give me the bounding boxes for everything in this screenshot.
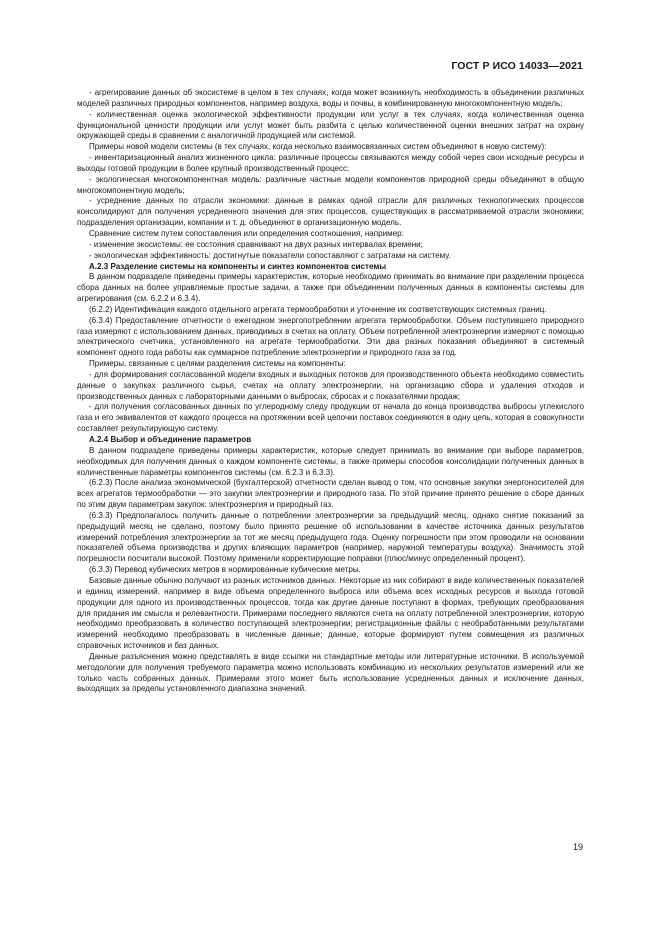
paragraph: - для формирования согласованной модели входных и выходных потоков для производственного объекта необходимо совместить данные о закупках различного сырья, счетах на оплату электроэнергии, на организацию сбора и удаления отходов и производственных данных с лабораторными данными о выбросах, сбросах и с показателями продаж; <box>77 369 584 401</box>
paragraph: - усреднение данных по отрасли экономики: данные в рамках одной отрасли для различных технологических процессов консолидируют для получения усредненного значения для этих процессов, существующих в рассматриваемой отрасли экономики; подразделения организации, компании и т. д. объединяют в организационную модель. <box>77 196 584 228</box>
paragraph: (6.2.3) После анализа экономической (бухгалтерской) отчетности сделан вывод о том, что основные закупки энергоносителей для всех агрегатов термообработки — это закупки электроэнергии и природного газа. По этой причине принято решение о сборе данных по этим двум параметрам закупок: электроэнергия и природный газ. <box>77 478 584 510</box>
paragraph: (6.3.3) Предполагалось получить данные о потреблении электроэнергии за предыдущий месяц, однако снятие показаний за предыдущий месяц не сделано, поэтому было принято решение об использовании в качестве источника данных результатов измерений потребления электроэнергии за тот же месяц предыдущего года. Оценку погрешности при этом проводили на основании показателей объема производства и других влияющих параметров (например, наружной температуры воздуха). Значимость этой погрешности посчитали высокой. Поэтому применили корректирующие поправки (плюс/минус определенный процент). <box>77 510 584 564</box>
paragraph: - для получения согласованных данных по углеродному следу продукции от начала до конца производства выбросы углекислого газа и его эквивалентов от каждого процесса на протяжении всей цепочки поставок соединяются в одну цепь, которая в совокупности составляет результирующую систему. <box>77 402 584 434</box>
paragraph: (6.3.4) Предоставление отчетности о ежегодном энергопотреблении агрегата термообработки. Объем поступившего природного газа измеряют с использованием данных, приводимых в счетах на оплату. Объем потребленной электроэнергии измеряют с помощью электрического счетчика, установленного на агрегате термообработки. Эти два разных показания объединяют в системный компонент одного года работы как суммарное потребление электроэнергии и природного газа за год. <box>77 315 584 358</box>
paragraph: Примеры, связанные с целями разделения системы на компоненты: <box>89 359 346 369</box>
paragraph: - экологическая многокомпонентная модель: различные частные модели компонентов природной среды объединяют в общую многокомпонентную модель; <box>77 174 584 195</box>
paragraph: В данном подразделе приведены примеры характеристик, которые необходимо принимать во внимание при разделении процесса сбора данных на более управляемые простые задачи, а также при объединении полученных данных в компоненты системы для агрегирования (см. 6.2.2 и 6.3.4). <box>77 272 584 304</box>
paragraph: - инвентаризационный анализ жизненного цикла: различные процессы связываются между собой через свои исходные ресурсы и выходы готовой продукции в более крупный производственный процесс; <box>77 153 584 173</box>
paragraph: - изменение экосистемы: ее состояния сравнивают на двух разных интервалах времени; <box>89 239 423 249</box>
paragraph: - количественная оценка экологической эффективности продукции или услуг в тех случаях, когда количественная оценка функциональной ценности продукции или услуг может быть разбита с целью количественной оценки внешних затрат на охрану окружающей среды в сравнении с аналогичной продукцией или системой. <box>77 109 584 141</box>
document-body <box>77 88 584 695</box>
paragraph: Базовые данные обычно получают из разных источников данных. Некоторые из них собирают в виде количественных показателей и единиц измерений, например в виде объема определенного выброса или объема всех исходных ресурсов и выхода готовой продукции для одного из производственных процессов, тогда как другие данные поступают в формах, требующих преобразования для придания им смысла и релевантности. Примерами последнего являются счета на оплату потребленной электроэнергии, которую необходимо преобразовать в количество поступающей электроэнергии; регистрационные файлы с необработанными результатами измерений необходимо преобразовать в численные данные; данные, которые формируют путем совмещения из различных справочных источников и баз данных. <box>77 575 584 651</box>
document-header: ГОСТ Р ИСО 14033—2021 <box>451 60 583 72</box>
paragraph: - агрегирование данных об экосистеме в целом в тех случаях, когда может возникнуть необходимость в объединении различных моделей различных природных компонентов, например воздуха, воды и почвы, в комбинированную многокомпонентную модель; <box>77 88 584 108</box>
paragraph: Примеры новой модели системы (в тех случаях, когда несколько взаимосвязанных систем объединяют в новую систему): <box>89 142 547 152</box>
paragraph: (6.2.2) Идентификация каждого отдельного агрегата термообработки и уточнение их соответствующих системных границ. <box>89 304 547 314</box>
section-heading-a-2-3: А.2.3 Разделение системы на компоненты и синтез компонентов системы <box>89 261 387 271</box>
paragraph: В данном подразделе приведены примеры характеристик, которые следует принимать во внимание при выборе параметров, необходимых для получения данных о каждом компоненте системы, а также примеры способов консолидации полученных данных в количественные параметры компонентов системы (см. 6.2.3 и 6.3.3). <box>77 445 584 477</box>
paragraph: Данные разъяснения можно представлять в виде ссылки на стандартные методы или литературные источники. В используемой методологии для получения требуемого параметра можно использовать комбинацию из нескольких результатов измерений или же только часть собранных данных. Примерами этого может быть использование усредненных данных и исключение данных, выходящих за пределы установленного диапазона значений. <box>77 651 584 694</box>
paragraph: - экологическая эффективность: достигнутые показатели сопоставляют с затратами на систему. <box>89 250 451 260</box>
section-heading-a-2-4: А.2.4 Выбор и объединение параметров <box>89 435 252 444</box>
paragraph: Сравнение систем путем сопоставления или определения соотношения, например: <box>89 228 404 238</box>
paragraph: (6.3.3) Перевод кубических метров в нормированные кубические метры. <box>89 565 361 575</box>
page-number: 19 <box>572 842 583 852</box>
